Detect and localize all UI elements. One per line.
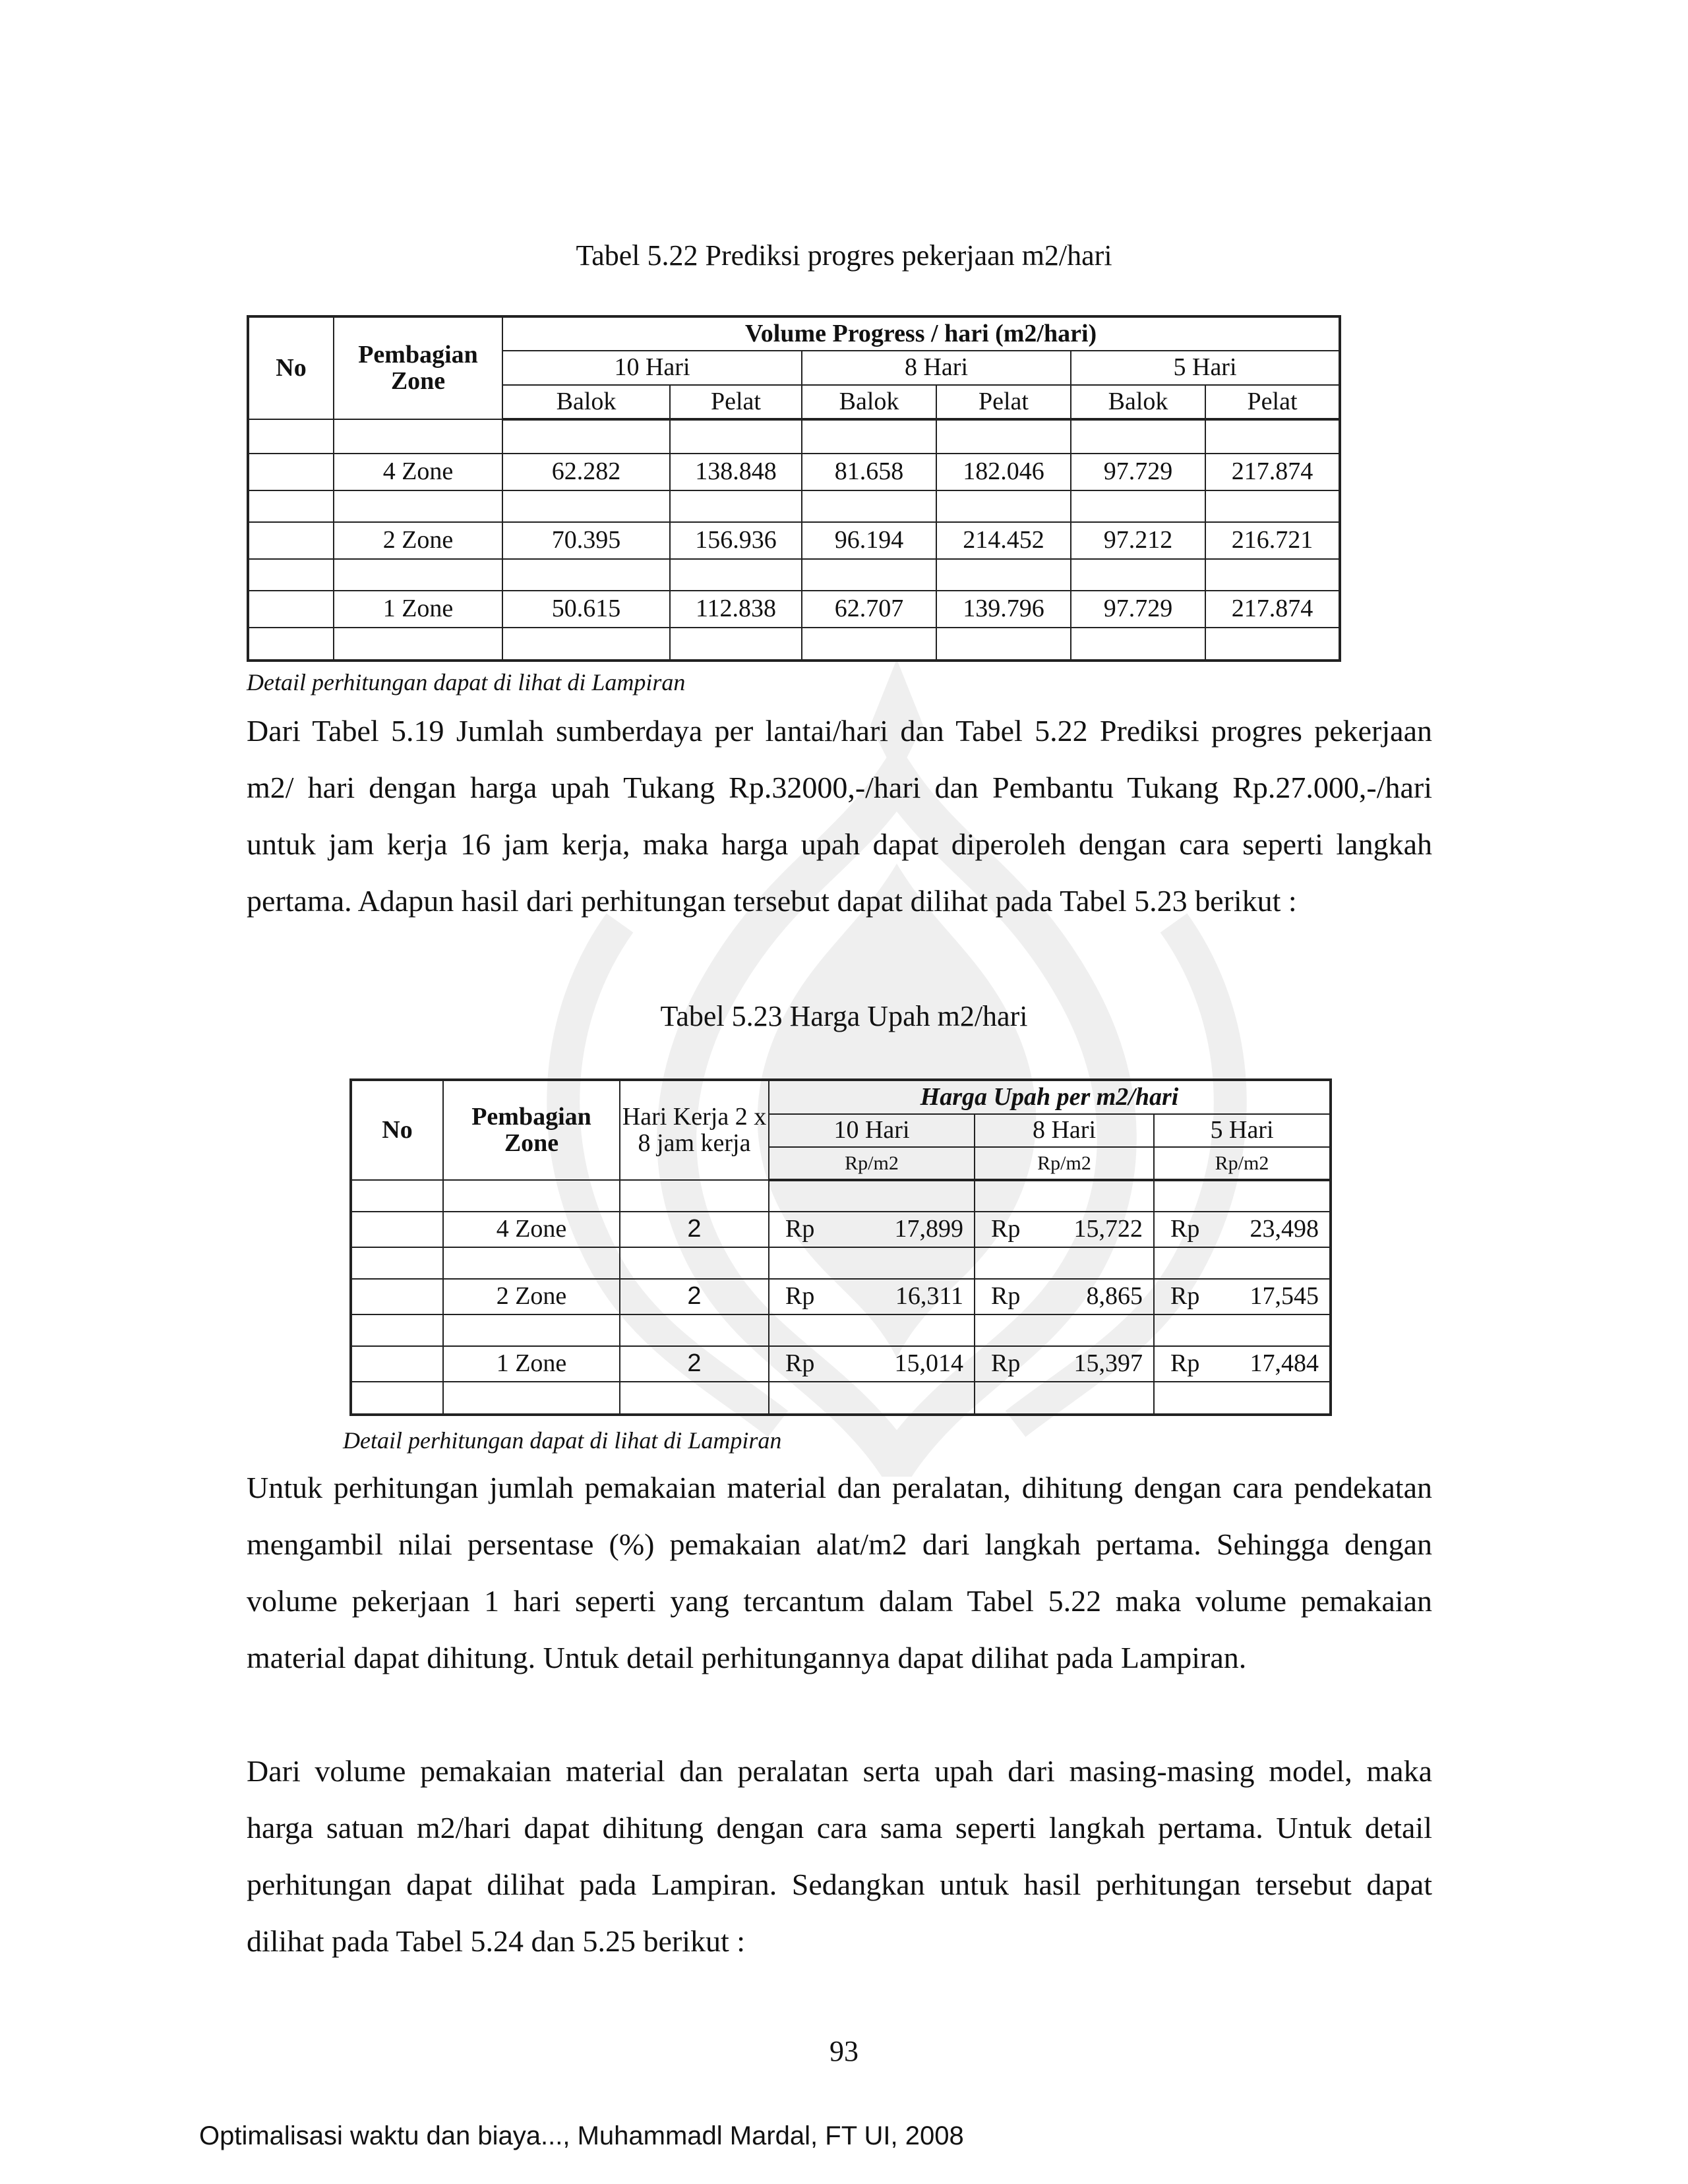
header-volume-progress: Volume Progress / hari (m2/hari) [502,316,1340,351]
value-cell: 62.707 [802,591,936,628]
header-duration: 8 Hari [975,1114,1154,1147]
header-duration: 10 Hari [502,351,802,385]
value-cell: 97.729 [1071,454,1205,490]
table-row [351,1346,1331,1382]
zone-cell: 4 Zone [443,1212,620,1247]
wage-value: 17,899 [894,1215,963,1243]
header-duration: 5 Hari [1071,351,1340,385]
paragraph-1: Dari Tabel 5.19 Jumlah sumberdaya per lantai/hari dan Tabel 5.22 Prediksi progres pekerjaan m2/ hari dengan harga upah Tukang Rp.32000,-/hari dan Pembantu Tukang Rp.27.000,-/hari untuk jam kerja 16 jam kerja, maka harga upah dapat diperoleh dengan cara seperti langkah pertama. Adapun hasil dari perhitungan tersebut dapat dilihat pada Tabel 5.23 berikut : [247,714,1432,918]
value-cell: 182.046 [936,454,1071,490]
table-row [351,1212,1331,1247]
zone-cell: 2 Zone [334,522,502,559]
zone-cell: 1 Zone [443,1346,620,1382]
header-duration: 8 Hari [802,351,1071,385]
currency-label: Rp [1170,1215,1200,1243]
currency-label: Rp [1170,1282,1200,1311]
currency-label: Rp [1170,1349,1200,1378]
value-cell: 81.658 [802,454,936,490]
currency-label: Rp [991,1282,1021,1311]
workday-cell: 2 [620,1212,769,1247]
value-cell: 62.282 [502,454,670,490]
header-duration: 10 Hari [769,1114,975,1147]
header-unit: Rp/m2 [975,1147,1154,1180]
zone-cell: 4 Zone [334,454,502,490]
currency-label: Rp [991,1215,1021,1243]
header-unit: Rp/m2 [1154,1147,1331,1180]
header-sub: Pelat [1205,385,1340,419]
value-cell: 156.936 [670,522,802,559]
value-cell: 50.615 [502,591,670,628]
wage-value: 17,545 [1250,1282,1319,1311]
value-cell: 70.395 [502,522,670,559]
table1 [247,315,1341,662]
table-row [248,591,1340,628]
wage-value: 16,311 [895,1282,963,1311]
currency-label: Rp [785,1349,815,1378]
workday-cell: 2 [620,1279,769,1314]
value-cell: 96.194 [802,522,936,559]
header-sub: Balok [502,385,670,419]
header-no: No [248,316,334,419]
currency-label: Rp [785,1215,815,1243]
header-duration: 5 Hari [1154,1114,1331,1147]
value-cell: 139.796 [936,591,1071,628]
zone-cell: 2 Zone [443,1279,620,1314]
page-number: 93 [829,2035,859,2067]
value-cell: 97.729 [1071,591,1205,628]
wage-cell [769,1279,975,1314]
table1-caption: Tabel 5.22 Prediksi progres pekerjaan m2/hari [576,239,1112,272]
currency-label: Rp [991,1349,1021,1378]
header-zone: Pembagian Zone [443,1080,620,1180]
wage-value: 15,397 [1073,1349,1143,1378]
wage-cell [975,1212,1154,1247]
wage-cell [769,1212,975,1247]
header-unit: Rp/m2 [769,1147,975,1180]
wage-value: 15,722 [1073,1215,1143,1243]
value-cell: 97.212 [1071,522,1205,559]
header-sub: Pelat [670,385,802,419]
table1-note: Detail perhitungan dapat di lihat di Lampiran [247,669,686,695]
wage-value: 8,865 [1086,1282,1143,1311]
header-zone: Pembagian Zone [334,316,502,419]
page-footer: Optimalisasi waktu dan biaya..., Muhammadl Mardal, FT UI, 2008 [199,2121,964,2150]
table-row [351,1279,1331,1314]
value-cell: 217.874 [1205,454,1340,490]
wage-cell [1154,1346,1331,1382]
zone-cell: 1 Zone [334,591,502,628]
value-cell: 216.721 [1205,522,1340,559]
wage-cell [769,1346,975,1382]
wage-cell [1154,1279,1331,1314]
paragraph-3: Dari volume pemakaian material dan peralatan serta upah dari masing-masing model, maka harga satuan m2/hari dapat dihitung dengan cara sama seperti langkah pertama. Untuk detail perhitungan dapat dilihat pada Lampiran. Sedangkan untuk hasil perhitungan tersebut dapat dilihat pada Tabel 5.24 dan 5.25 berikut : [247,1754,1432,1958]
currency-label: Rp [785,1282,815,1311]
header-sub: Pelat [936,385,1071,419]
wage-cell [975,1279,1154,1314]
wage-cell [975,1346,1154,1382]
value-cell: 112.838 [670,591,802,628]
paragraph-2: Untuk perhitungan jumlah pemakaian material dan peralatan, dihitung dengan cara pendekatan mengambil nilai persentase (%) pemakaian alat/m2 dari langkah pertama. Sehingga dengan volume pekerjaan 1 hari seperti yang tercantum dalam Tabel 5.22 maka volume pemakaian material dapat dihitung. Untuk detail perhitungannya dapat dilihat pada Lampiran. [247,1471,1432,1674]
wage-cell [1154,1212,1331,1247]
header-no: No [351,1080,443,1180]
header-sub: Balok [802,385,936,419]
header-wage-group: Harga Upah per m2/hari [769,1080,1331,1114]
table-row [248,454,1340,490]
header-sub: Balok [1071,385,1205,419]
table2-note: Detail perhitungan dapat di lihat di Lampiran [343,1427,782,1454]
wage-value: 17,484 [1250,1349,1319,1378]
wage-value: 15,014 [894,1349,963,1378]
value-cell: 217.874 [1205,591,1340,628]
value-cell: 214.452 [936,522,1071,559]
table2-caption: Tabel 5.23 Harga Upah m2/hari [660,1000,1028,1032]
value-cell: 138.848 [670,454,802,490]
wage-value: 23,498 [1250,1215,1319,1243]
workday-cell: 2 [620,1346,769,1382]
header-workday: Hari Kerja 2 x 8 jam kerja [620,1080,769,1180]
table-row [248,522,1340,559]
table2 [349,1078,1332,1416]
